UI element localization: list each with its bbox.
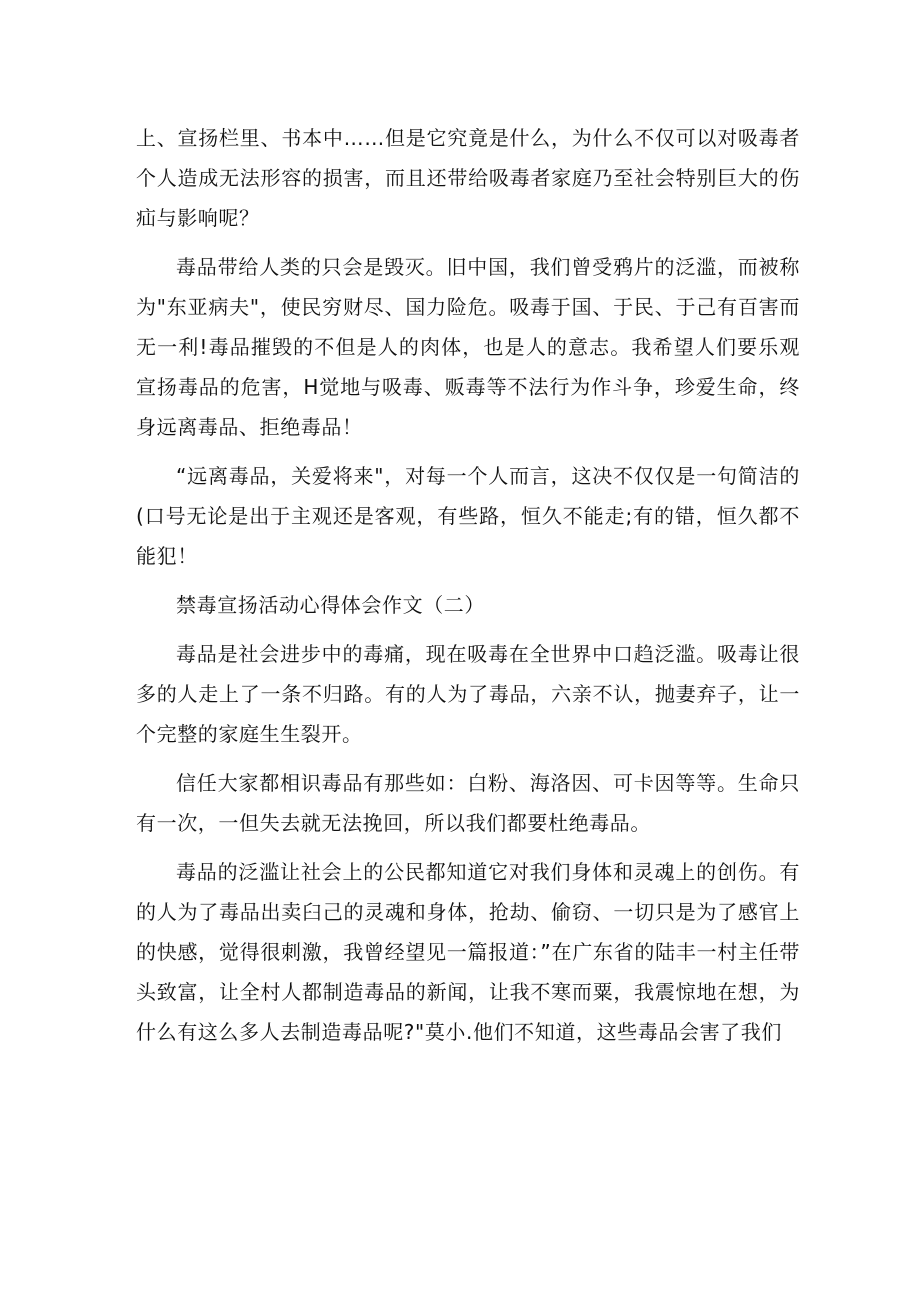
paragraph-6: 毒品的泛滥让社会上的公民都知道它对我们身体和灵魂上的创伤。有的人为了毒品出卖臼己的灵魂和身体，抢劫、偷窃、一切只是为了感官上的快感，觉得很刺激，我曾经望见一篇报道：”在广东省的陆丰一村主任带头致富，让全村人都制造毒品的新闻，让我不寒而粟，我震惊地在想，为什么有这么多人去制造毒品呢?"莫小.他们不知道，这些毒品会害了我们 xyxy=(136,860,800,1044)
paragraph-1: 上、宣扬栏里、书本中……但是它究竟是什么，为什么不仅可以对吸毒者个人造成无法形容的损害，而且还带给吸毒者家庭乃至社会特别巨大的伤疝与影响呢？ xyxy=(136,126,800,230)
paragraph-4: 毒品是社会进步中的毒痛，现在吸毒在全世界中口趋泛滥。吸毒让很多的人走上了一条不归路。有的人为了毒品，六亲不认，抛妻弃子，让一个完整的家庭生生裂开。 xyxy=(136,642,800,746)
paragraph-5: 信任大家都相识毒品有那些如：白粉、海洛因、可卡因等等。生命只有一次，一但失去就无法挽回，所以我们都要杜绝毒品。 xyxy=(136,771,800,835)
paragraph-2: 毒品带给人类的只会是毁灭。旧中国，我们曾受鸦片的泛滥，而被称为"东亚病夫"，使民穷财尽、国力险危。吸毒于国、于民、于己有百害而无一利!毒品摧毁的不但是人的肉体，也是人的意志。我希望人们要乐观宣扬毒品的危害，H觉地与吸毒、贩毒等不法行为作斗争，珍爱生命，终身远离毒品、拒绝毒品！ xyxy=(136,255,800,439)
paragraph-3: “远离毒品，关爱将来"，对每一个人而言，这决不仅仅是一句简洁的(口号无论是出于主观还是客观，有些路，恒久不能走;有的错，恒久都不能犯！ xyxy=(136,464,800,568)
document-body xyxy=(136,118,800,1061)
section-heading: 禁毒宣扬活动心得体会作文（二） xyxy=(176,593,485,617)
